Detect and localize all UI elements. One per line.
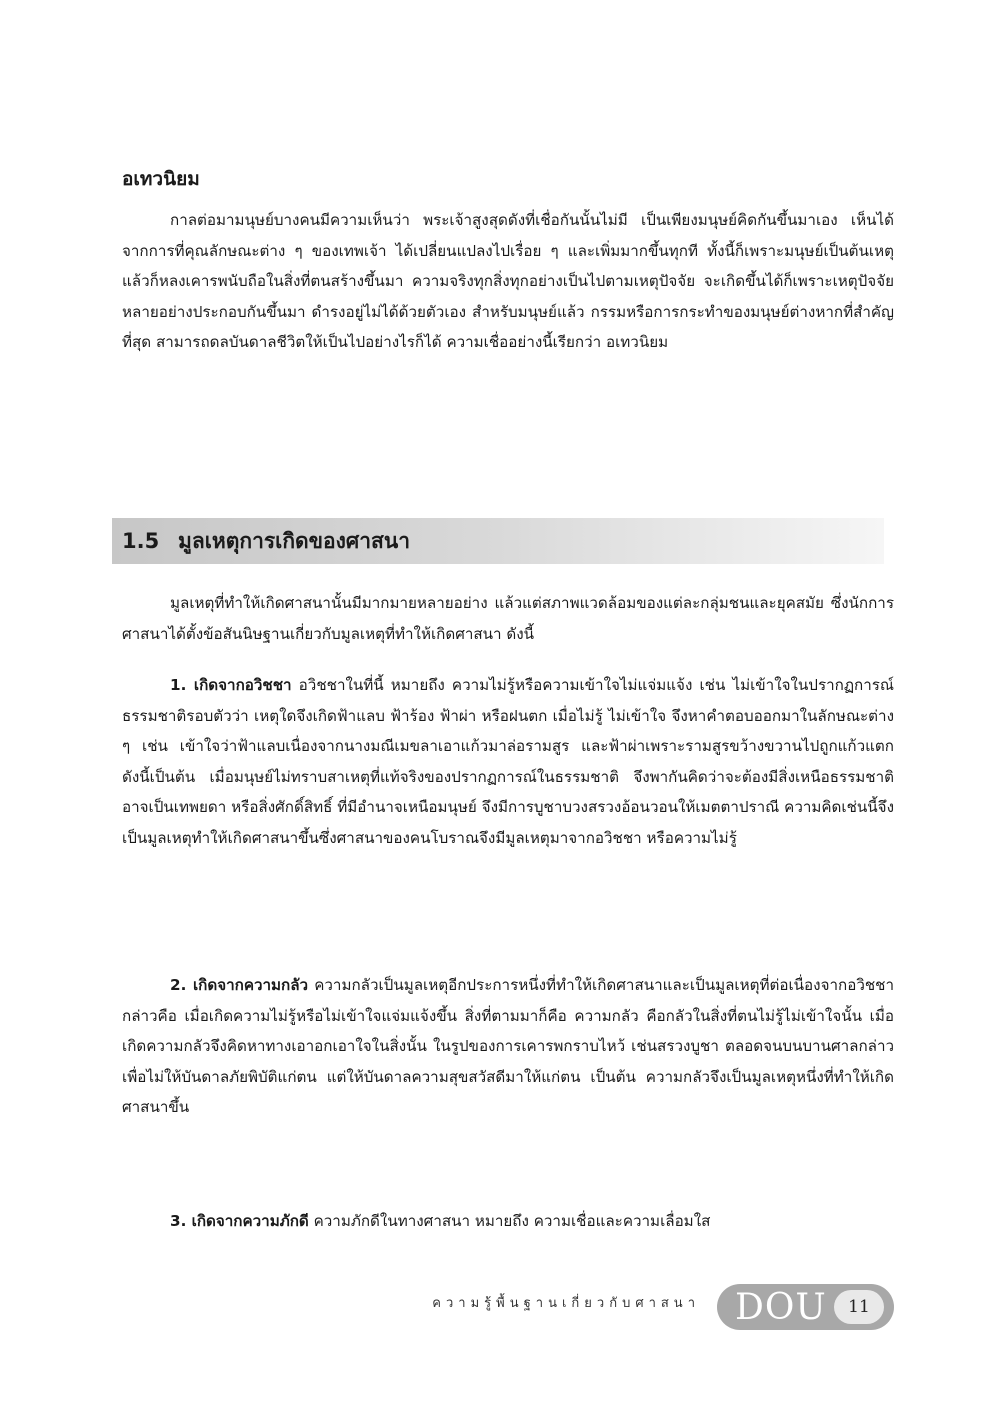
page-number: 11 (834, 1290, 884, 1324)
section-header-bar (112, 518, 884, 564)
section-number: 1.5 (122, 529, 160, 553)
section-title: มูลเหตุการเกิดของศาสนา (178, 528, 410, 553)
cause-item-fear (122, 970, 894, 1123)
atheism-paragraph: กาลต่อมามนุษย์บางคนมีความเห็นว่า พระเจ้าสูงสุดดังที่เชื่อกันนั้นไม่มี เป็นเพียงมนุษย์คิดกันขึ้นมาเอง เห็นได้จากการที่คุณลักษณะต่าง ๆ ของเทพเจ้า ได้เปลี่ยนแปลงไปเรื่อย ๆ และเพิ่มมากขึ้นทุกที ทั้งนี้ก็เพราะมนุษย์เป็นต้นเหตุ แล้วก็หลงเคารพนับถือในสิ่งที่ตนสร้างขึ้นมา ความจริงทุกสิ่งทุกอย่างเป็นไปตามเหตุปัจจัย จะเกิดขึ้นได้ก็เพราะเหตุปัจจัยหลายอย่างประกอบกันขึ้นมา ดำรงอยู่ไม่ได้ด้วยตัวเอง สำหรับมนุษย์แล้ว กรรมหรือการกระทำของมนุษย์ต่างหากที่สำคัญที่สุด สามารถดลบันดาลชีวิตให้เป็นไปอย่างไรก็ได้ ความเชื่ออย่างนี้เรียกว่า อเทวนิยม (122, 211, 894, 351)
cause-item-label: 2. เกิดจากความกลัว (170, 976, 309, 994)
section-intro: มูลเหตุที่ทำให้เกิดศาสนานั้นมีมากมายหลายอย่าง แล้วแต่สภาพแวดล้อมของแต่ละกลุ่มชนและยุคสมัย ซึ่งนักการศาสนาได้ตั้งข้อสันนิษฐานเกี่ยวกับมูลเหตุที่ทำให้เกิดศาสนา ดังนี้ (122, 594, 894, 643)
cause-item-label: 1. เกิดจากอวิชชา (170, 676, 292, 694)
dou-logo-text: DOU (735, 1286, 827, 1328)
cause-item-text: ความกลัวเป็นมูลเหตุอีกประการหนึ่งที่ทำให้เกิดศาสนาและเป็นมูลเหตุที่ต่อเนื่องจากอวิชชา กล่าวคือ เมื่อเกิดความไม่รู้หรือไม่เข้าใจแจ่มแจ้งขึ้น สิ่งที่ตามมาก็คือ ความกลัว คือกลัวในสิ่งที่ตนไม่รู้ไม่เข้าใจนั้น เมื่อเกิดความกลัวจึงคิดหาทางเอาอกเอาใจในสิ่งนั้น ในรูปของการเคารพกราบไหว้ เช่นสรวงบูชา ตลอดจนบนบานศาลกล่าว เพื่อไม่ให้บันดาลภัยพิบัติแก่ตน แต่ให้บันดาลความสุขสวัสดีมาให้แก่ตน เป็นต้น ความกลัวจึงเป็นมูลเหตุหนึ่งที่ทำให้เกิดศาสนาขึ้น (122, 976, 894, 1116)
footer-book-title: ความรู้พื้นฐานเกี่ยวกับศาสนา (432, 1296, 700, 1311)
cause-item-text: ความภักดีในทางศาสนา หมายถึง ความเชื่อและความเลื่อมใส (308, 1212, 711, 1230)
cause-item-ignorance (122, 670, 894, 853)
atheism-heading: อเทวนิยม (122, 168, 200, 190)
cause-item-devotion (122, 1206, 894, 1237)
dou-logo-badge (717, 1284, 894, 1330)
cause-item-text: อวิชชาในที่นี้ หมายถึง ความไม่รู้หรือความเข้าใจไม่แจ่มแจ้ง เช่น ไม่เข้าใจในปรากฏการณ์ธรรมชาติรอบตัวว่า เหตุใดจึงเกิดฟ้าแลบ ฟ้าร้อง ฟ้าผ่า หรือฝนตก เมื่อไม่รู้ ไม่เข้าใจ จึงหาคำตอบออกมาในลักษณะต่าง ๆ เช่น เข้าใจว่าฟ้าแลบเนื่องจากนางมณีเมขลาเอาแก้วมาล่อรามสูร และฟ้าผ่าเพราะรามสูรขว้างขวานไปถูกแก้วแตก ดังนี้เป็นต้น เมื่อมนุษย์ไม่ทราบสาเหตุที่แท้จริงของปรากฏการณ์ในธรรมชาติ จึงพากันคิดว่าจะต้องมีสิ่งเหนือธรรมชาติอาจเป็นเทพยดา หรือสิ่งศักดิ์สิทธิ์ ที่มีอำนาจเหนือมนุษย์ จึงมีการบูชาบวงสรวงอ้อนวอนให้เมตตาปราณี ความคิดเช่นนี้จึงเป็นมูลเหตุทำให้เกิดศาสนาขึ้นซึ่งศาสนาของคนโบราณจึงมีมูลเหตุมาจากอวิชชา หรือความไม่รู้ (122, 676, 894, 847)
cause-item-label: 3. เกิดจากความภักดี (170, 1212, 309, 1230)
